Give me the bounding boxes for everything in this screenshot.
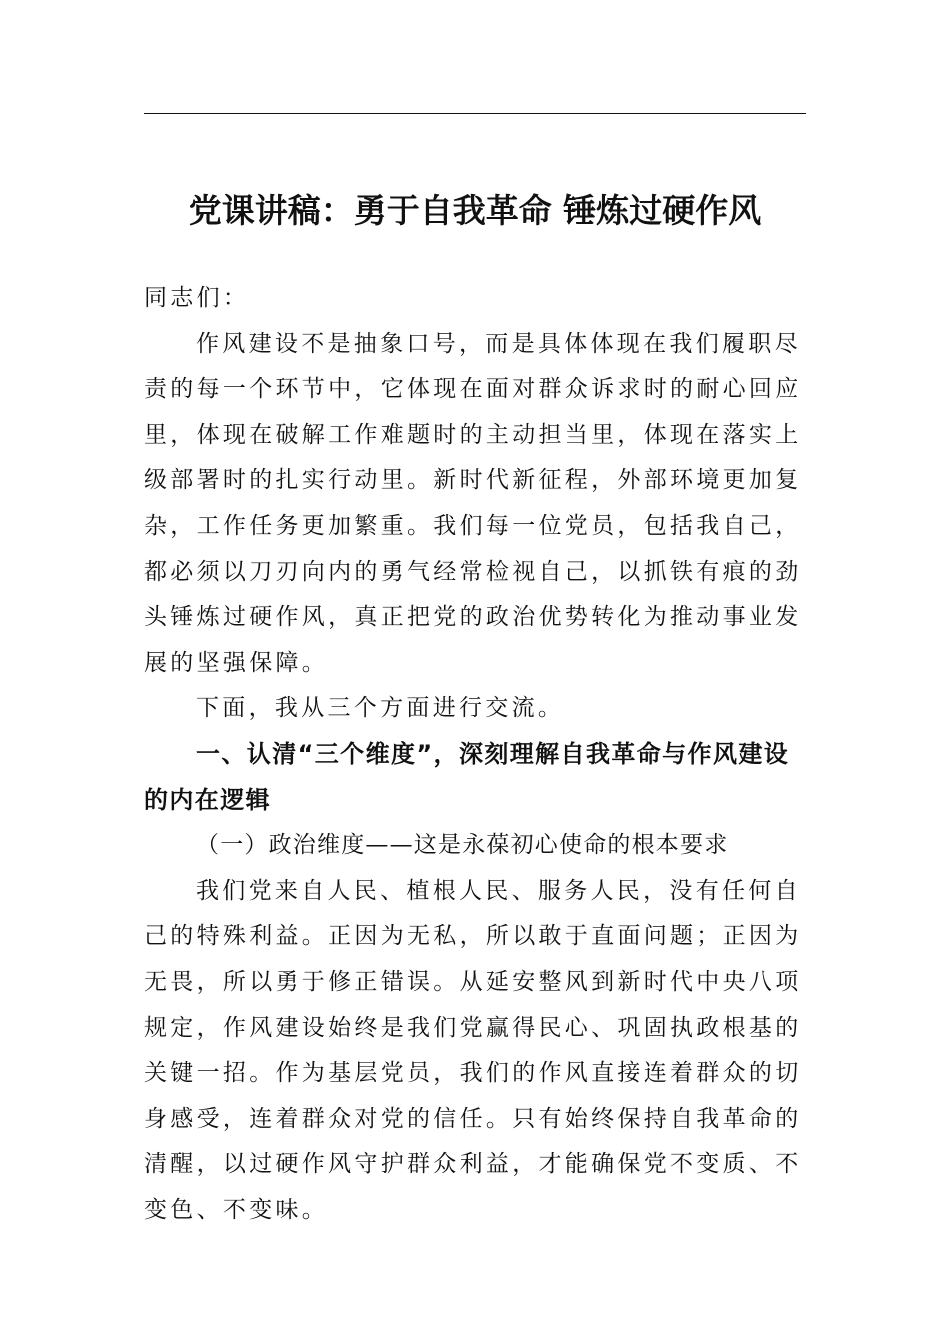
- document-body: [144, 276, 806, 1233]
- section-heading-1: 一、认清“三个维度”，深刻理解自我革命与作风建设的内在逻辑: [144, 739, 790, 814]
- document-title: 党课讲稿：勇于自我革命 锤炼过硬作风: [188, 191, 762, 230]
- paragraph-intro: 作风建设不是抽象口号，而是具体体现在我们履职尽责的每一个环节中，它体现在面对群众诉求时的耐心回应里，体现在破解工作难题时的主动担当里，体现在落实上级部署时的扎实行动里。新时代新征程，外部环境更加复杂，工作任务更加繁重。我们每一位党员，包括我自己，都必须以刀刃向内的勇气经常检视自己，以抓铁有痕的劲头锤炼过硬作风，真正把党的政治优势转化为推动事业发展的坚强保障。: [144, 330, 802, 676]
- paragraph-outline: 下面，我从三个方面进行交流。: [196, 695, 565, 722]
- header-rule: [144, 113, 806, 114]
- paragraph-political-dimension: 我们党来自人民、植根人民、服务人民，没有任何自己的特殊利益。正因为无私，所以敢于直面问题；正因为无畏，所以勇于修正错误。从延安整风到新时代中央八项规定，作风建设始终是我们党赢得民心、巩固执政根基的关键一招。作为基层党员，我们的作风直接连着群众的切身感受，连着群众对党的信任。只有始终保持自我革命的清醒，以过硬作风守护群众利益，才能确保党不变质、不变色、不变味。: [144, 877, 802, 1223]
- subsection-heading-1: （一）政治维度——这是永葆初心使命的根本要求: [196, 832, 729, 859]
- salutation: 同志们：: [144, 285, 250, 311]
